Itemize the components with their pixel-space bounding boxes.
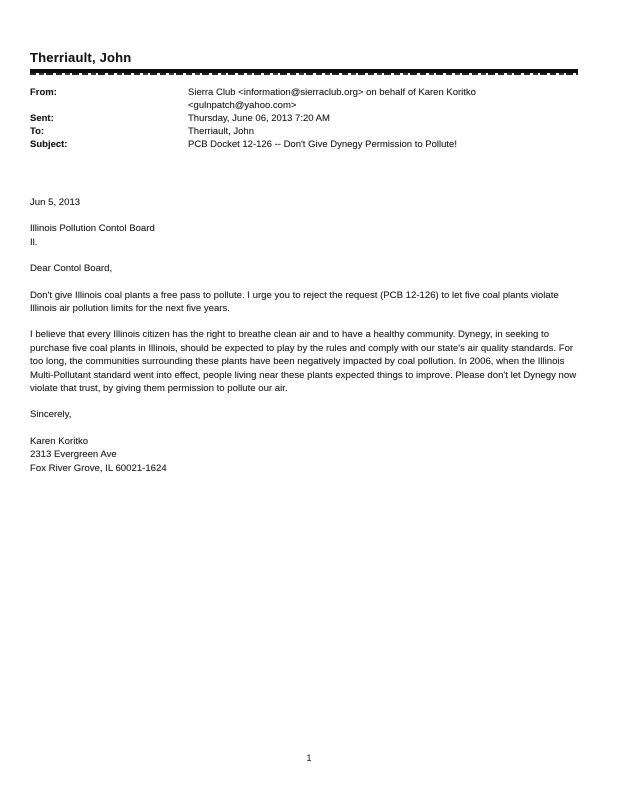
letter-closing: Sincerely, [30,409,72,421]
letter-recipient-line2: Il. [30,236,38,248]
letter-salutation: Dear Contol Board, [30,263,113,275]
field-value-to: Therriault, John [188,126,255,137]
letter-recipient [30,222,583,249]
signature-city-state-zip: Fox River Grove, IL 60021-1624 [30,462,167,474]
letter-body [30,196,583,475]
email-sender-title: Therriault, John [30,50,132,65]
field-row-sent [30,112,578,125]
field-row-to [30,125,578,138]
signature-name: Karen Koritko [30,435,89,447]
email-header-fields [30,86,578,151]
field-value-subject: PCB Docket 12-126 -- Don't Give Dynegy Permission to Pollute! [188,139,457,150]
header-divider [30,69,578,75]
field-label-sent: Sent: [30,113,54,124]
field-label-subject: Subject: [30,139,68,150]
field-value-from-line1: Sierra Club <information@sierraclub.org> on behalf of Karen Koritko [188,87,476,98]
field-label-from: From: [30,87,57,98]
field-value-from-line2: <gulnpatch@yahoo.com> [188,100,297,111]
field-label-to: To: [30,126,45,137]
signature-street: 2313 Evergreen Ave [30,449,117,461]
header-divider-noise [30,73,578,75]
field-value-from [188,86,578,112]
letter-paragraph-2: I believe that every Illinois citizen has the right to breathe clean air and to have a healthy community. Dynegy, in seeking to purchase five coal plants in Illinois, should be expected to play by the rules and comply with our state's air quality standards. For too long, the communities surrounding these plants have been negatively impacted by coal pollution. In 2006, when the Illinois Multi-Pollutant standard went into effect, people living near these plants expected things to improve. Please don't let Dynegy now violate that trust, by giving them permission to pollute our air. [30,329,577,395]
letter-recipient-line1: Illinois Pollution Contol Board [30,223,155,235]
letter-date: Jun 5, 2013 [30,197,81,208]
letter-paragraph-1: Don't give Illinois coal plants a free pass to pollute. I urge you to reject the request (PCB 12-126) to let five coal plants violate Illinois air pollution limits for the next five years. [30,289,559,315]
field-value-sent: Thursday, June 06, 2013 7:20 AM [188,113,330,124]
field-row-subject [30,138,578,151]
field-row-from [30,86,578,112]
page-number: 1 [306,753,312,763]
letter-signature [30,435,583,475]
